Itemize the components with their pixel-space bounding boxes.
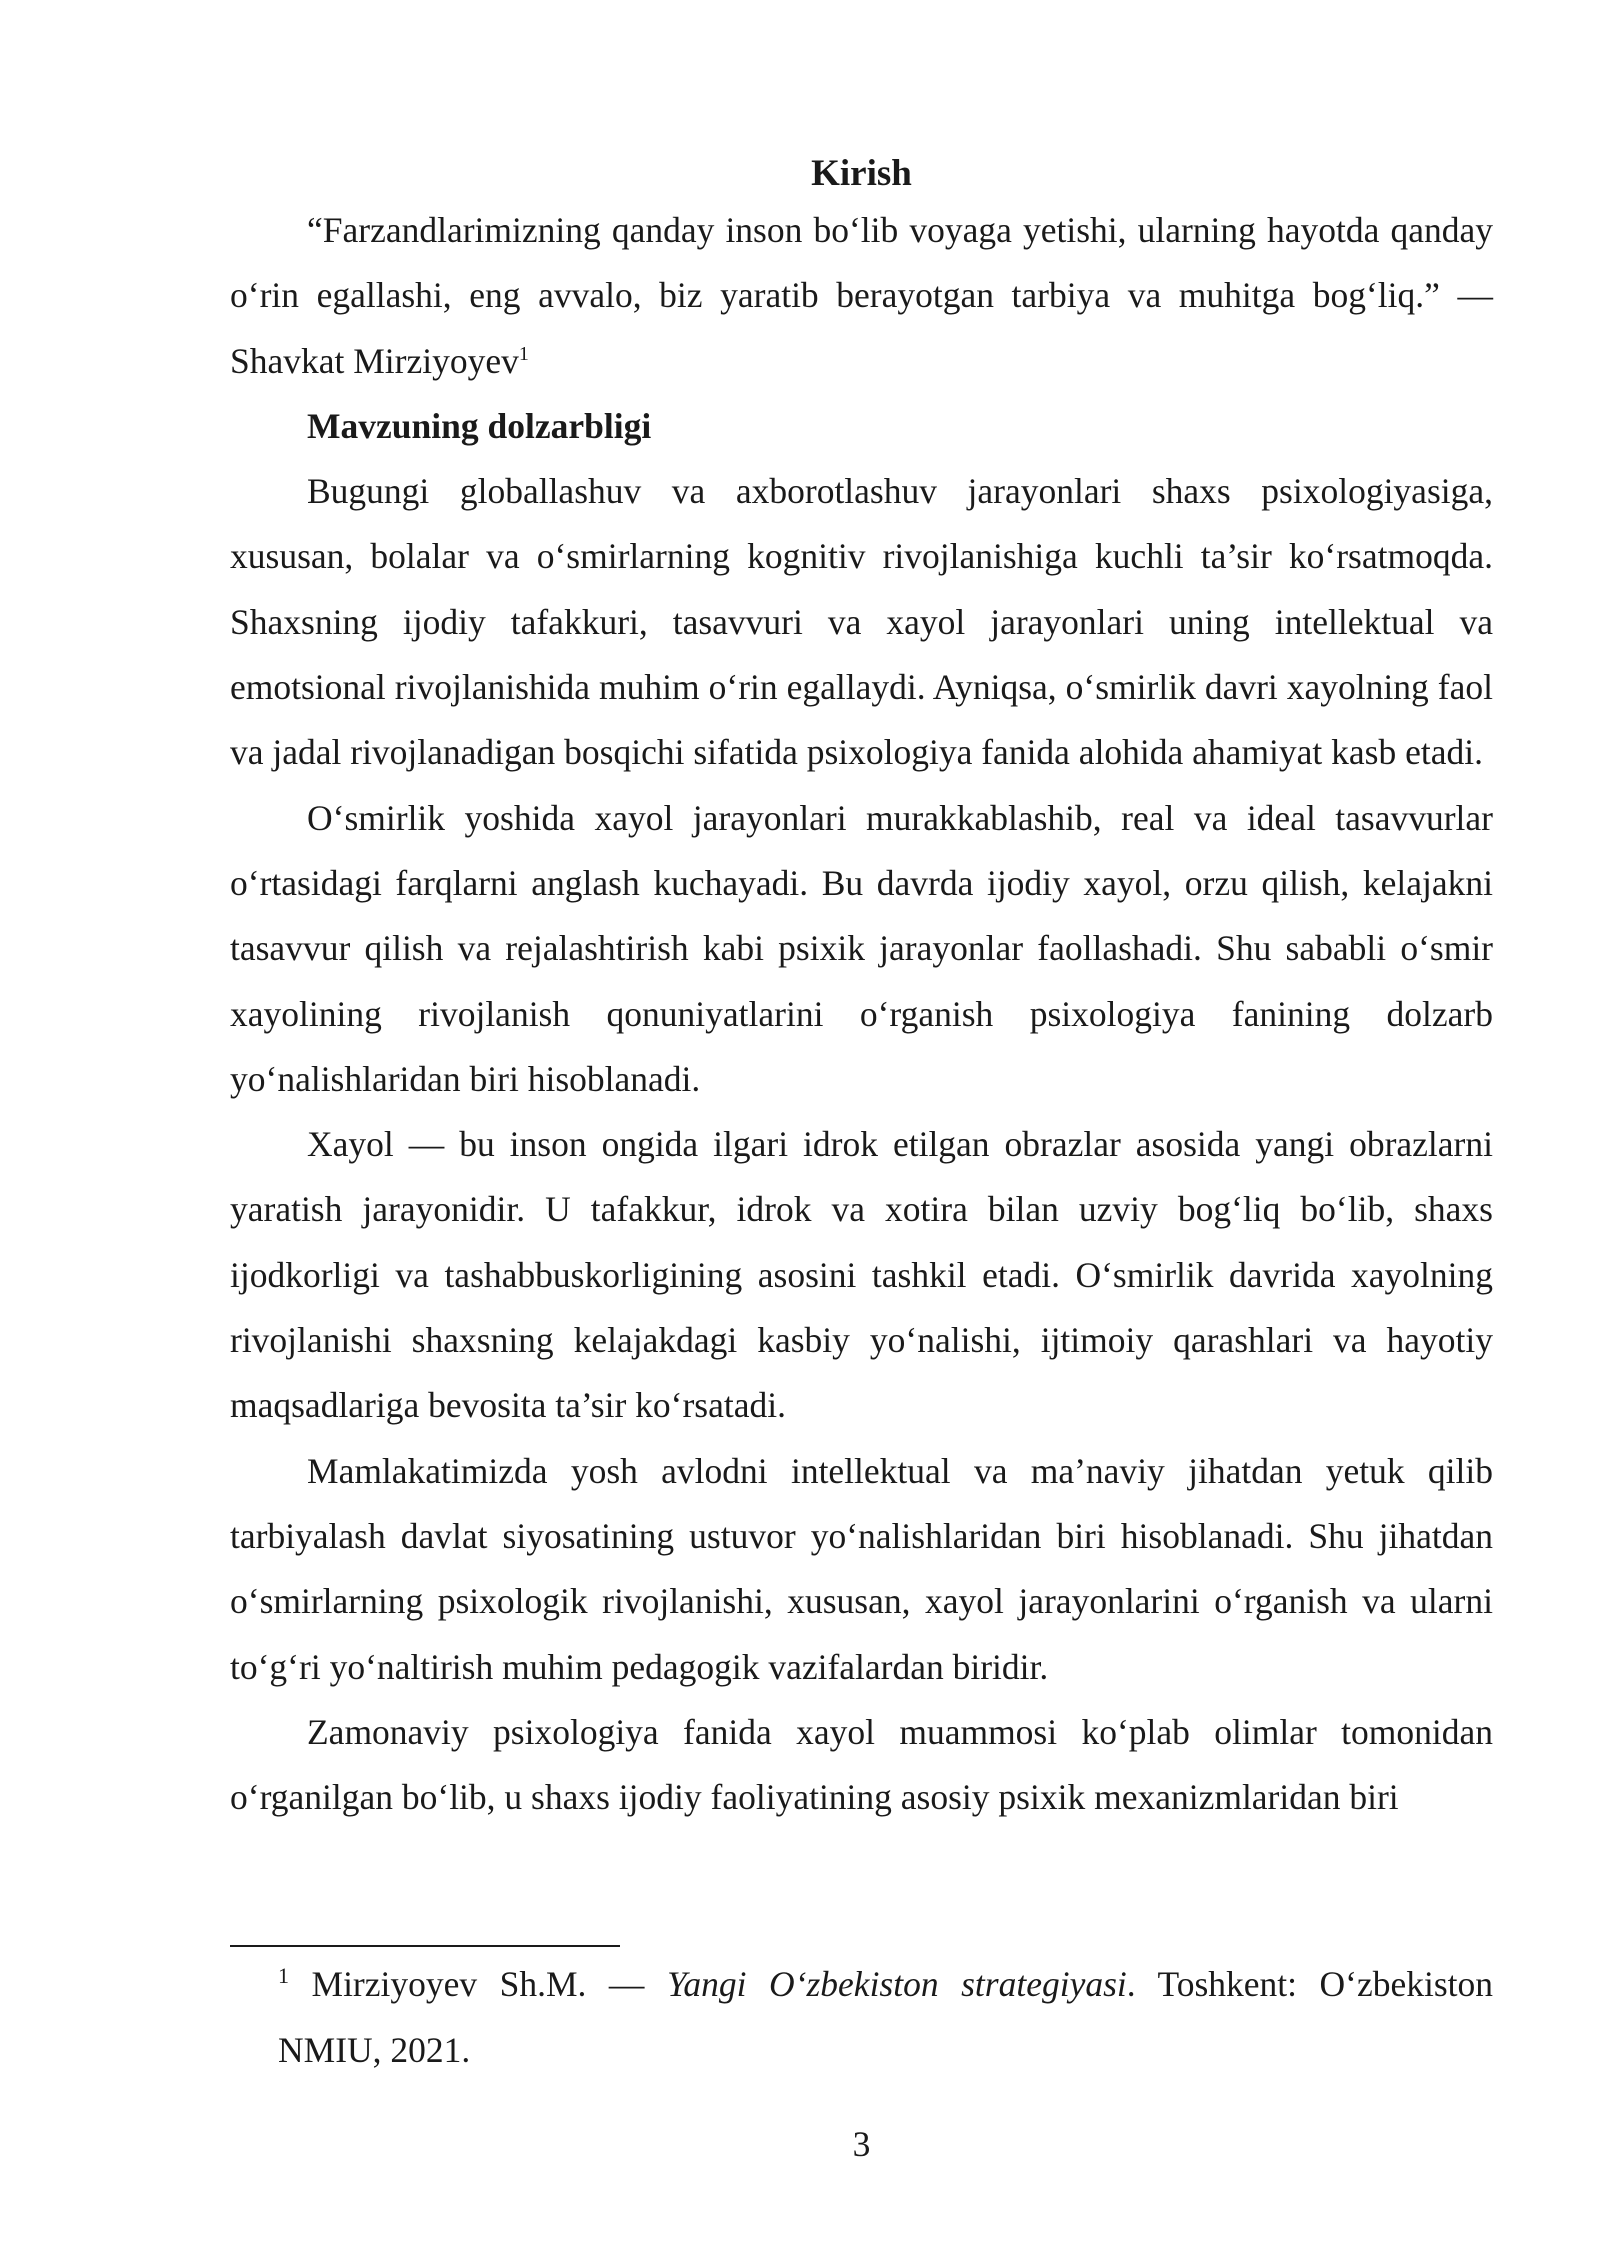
section-heading: Mavzuning dolzarbligi — [307, 405, 652, 446]
paragraph: O‘smirlik yoshida xayol jarayonlari murakkablashib, real va ideal tasavvurlar o‘rtasidagi farqlarni anglash kuchayadi. Bu davrda ijodiy xayol, orzu qilish, kelajakni tasavvur qilish va rejalashtirish kabi psixik jarayonlar faollashadi. Shu sababli o‘smir xayolining rivojlanish qonuniyatlarini o‘rganish psixologiya fanining dolzarb yo‘nalishlaridan biri hisoblanadi. — [230, 797, 1493, 1099]
paragraph: Mamlakatimizda yosh avlodni intellektual va ma’naviy jihatdan yetuk qilib tarbiyalash davlat siyosatining ustuvor yo‘nalishlaridan biri hisoblanadi. Shu jihatdan o‘smirlarning psixologik rivojlanishi, xususan, xayol jarayonlarini o‘rganish va ularni to‘g‘ri yo‘naltirish muhim pedagogik vazifalardan biridir. — [230, 1450, 1493, 1687]
footnote-number: 1 — [278, 1963, 289, 1989]
footnote-book-title: Yangi O‘zbekiston strategiyasi — [666, 1964, 1127, 2004]
paragraph: Xayol — bu inson ongida ilgari idrok etilgan obrazlar asosida yangi obrazlarni yaratish jarayonidir. U tafakkur, idrok va xotira bilan uzviy bog‘liq bo‘lib, shaxs ijodkorligi va tashabbuskorligining asosini tashkil etadi. O‘smirlik davrida xayolning rivojlanishi shaxsning kelajakdagi kasbiy yo‘nalishi, ijtimoiy qarashlari va hayotiy maqsadlariga bevosita ta’sir ko‘rsatadi. — [230, 1124, 1493, 1426]
footnote-divider — [230, 1945, 620, 1947]
paragraph: Bugungi globallashuv va axborotlashuv jarayonlari shaxs psixologiyasiga, xususan, bolalar va o‘smirlarning kognitiv rivojlanishiga kuchli ta’sir ko‘rsatmoqda. Shaxsning ijodiy tafakkuri, tasavvuri va xayol jarayonlari uning intellektual va emotsional rivojlanishida muhim o‘rin egallaydi. Ayniqsa, o‘smirlik davri xayolning faol va jadal rivojlanadigan bosqichi sifatida psixologiya fanida alohida ahamiyat kasb etadi. — [230, 471, 1493, 773]
page-number: 3 — [852, 2124, 871, 2164]
document-page — [230, 150, 1493, 1830]
paragraph: Zamonaviy psixologiya fanida xayol muammosi ko‘plab olimlar tomonidan o‘rganilgan bo‘lib, u shaxs ijodiy faoliyatining asosiy psixik mexanizmlaridan biri — [230, 1711, 1493, 1818]
footnote-reference: 1 — [518, 342, 529, 365]
footnote-author: Mirziyoyev Sh.M. — — [311, 1964, 645, 2004]
epigraph — [230, 198, 1493, 394]
footnote-publication: . Toshkent: O‘zbekiston NMIU, 2021. — [278, 1964, 1494, 2070]
footnote — [278, 1951, 1493, 2083]
document-title: Kirish — [811, 153, 912, 194]
epigraph-text: “Farzandlarimizning qanday inson bo‘lib voyaga yetishi, ularning hayotda qanday o‘rin egallashi, eng avvalo, biz yaratib berayotgan tarbiya va muhitga bog‘liq.” — Shavkat Mirziyoyev — [230, 210, 1493, 381]
